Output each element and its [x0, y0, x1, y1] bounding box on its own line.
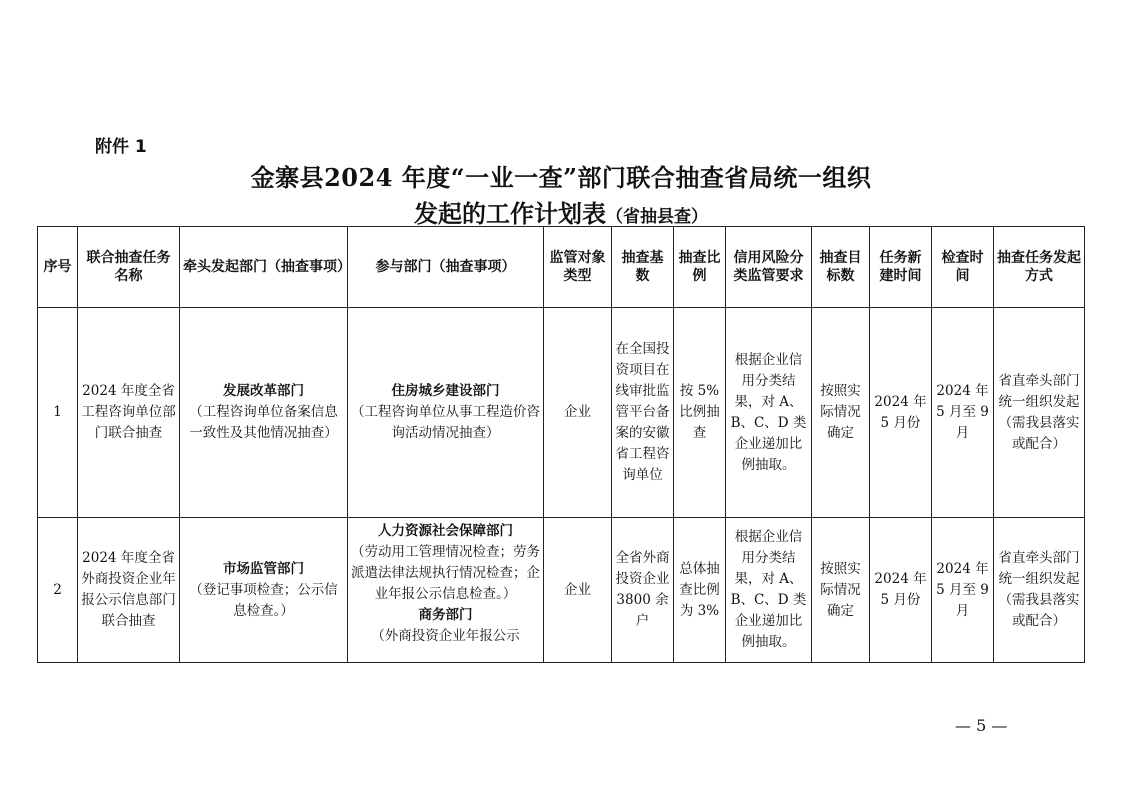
participant-dept-name: 住房城乡建设部门: [391, 383, 500, 399]
header-credit-req: 信用风险分类监管要求: [726, 227, 812, 308]
cell-seq: 2: [38, 518, 78, 663]
title-subtitle: （省抽县查）: [606, 207, 708, 227]
cell-method: 省直牵头部门统一组织发起（需我县落实或配合）: [994, 518, 1085, 663]
cell-task-name: 2024 年度全省工程咨询单位部门联合抽查: [78, 308, 180, 518]
cell-base: 全省外商投资企业 3800 余户: [612, 518, 674, 663]
participant-dept-items: （外商投资企业年报公示: [371, 628, 520, 644]
header-ratio: 抽查比例: [674, 227, 726, 308]
attachment-label: 附件 1: [95, 137, 147, 157]
table-row: [38, 308, 1085, 518]
cell-target: 按照实际情况确定: [812, 308, 870, 518]
cell-base: 在全国投资项目在线审批监管平台备案的安徽省工程咨询单位: [612, 308, 674, 518]
lead-dept-items: （工程咨询单位备案信息一致性及其他情况抽查）: [189, 404, 338, 441]
title-main: 发起的工作计划表: [414, 199, 606, 228]
header-target: 抽查目标数: [812, 227, 870, 308]
cell-participants: [348, 308, 544, 518]
participant-dept-name: 人力资源社会保障部门: [378, 523, 513, 539]
cell-check-time: 2024 年 5 月至 9 月: [932, 308, 994, 518]
cell-ratio: 总体抽查比例为 3%: [674, 518, 726, 663]
cell-task-name: 2024 年度全省外商投资企业年报公示信息部门联合抽查: [78, 518, 180, 663]
cell-lead-dept: [180, 308, 348, 518]
cell-lead-dept: [180, 518, 348, 663]
table-header-row: [38, 227, 1085, 308]
lead-dept-name: 市场监管部门: [223, 560, 304, 577]
lead-dept-items: （登记事项检查；公示信息检查。）: [189, 581, 338, 619]
cell-credit-req: 根据企业信用分类结果，对 A、B、C、D 类企业递加比例抽取。: [726, 308, 812, 518]
cell-object-type: 企业: [544, 308, 612, 518]
lead-dept-name: 发展改革部门: [223, 383, 304, 399]
cell-ratio: 按 5% 比例抽查: [674, 308, 726, 518]
cell-credit-req: 根据企业信用分类结果，对 A、B、C、D 类企业递加比例抽取。: [726, 518, 812, 663]
header-created: 任务新建时间: [870, 227, 932, 308]
work-plan-table: [37, 226, 1085, 663]
table-row: [38, 518, 1085, 663]
cell-created: 2024 年 5 月份: [870, 308, 932, 518]
cell-object-type: 企业: [544, 518, 612, 663]
cell-seq: 1: [38, 308, 78, 518]
page-number: — 5 —: [955, 716, 1008, 735]
participant-dept-items: （劳动用工管理情况检查；劳务派遣法律法规执行情况检查；企业年报公示信息检查。）: [351, 544, 540, 602]
participants-list: [351, 519, 540, 661]
header-base: 抽查基数: [612, 227, 674, 308]
header-check-time: 检查时间: [932, 227, 994, 308]
cell-method: 省直牵头部门统一组织发起（需我县落实或配合）: [994, 308, 1085, 518]
participant-dept-items: （工程咨询单位从事工程造价咨询活动情况抽查）: [351, 404, 540, 441]
header-object-type: 监管对象类型: [544, 227, 612, 308]
cell-check-time: 2024 年 5 月至 9 月: [932, 518, 994, 663]
header-participants: 参与部门（抽查事项）: [348, 227, 544, 308]
cell-target: 按照实际情况确定: [812, 518, 870, 663]
header-method: 抽查任务发起方式: [994, 227, 1085, 308]
header-lead-dept: 牵头发起部门（抽查事项）: [180, 227, 348, 308]
cell-created: 2024 年 5 月份: [870, 518, 932, 663]
document-title-line1: 金寨县2024 年度“一业一查”部门联合抽查省局统一组织: [250, 163, 872, 192]
header-seq: 序号: [38, 227, 78, 308]
document-title-line2: [0, 194, 1122, 229]
participant-dept-name: 商务部门: [418, 607, 473, 623]
cell-participants: [348, 518, 544, 663]
header-task-name: 联合抽查任务名称: [78, 227, 180, 308]
